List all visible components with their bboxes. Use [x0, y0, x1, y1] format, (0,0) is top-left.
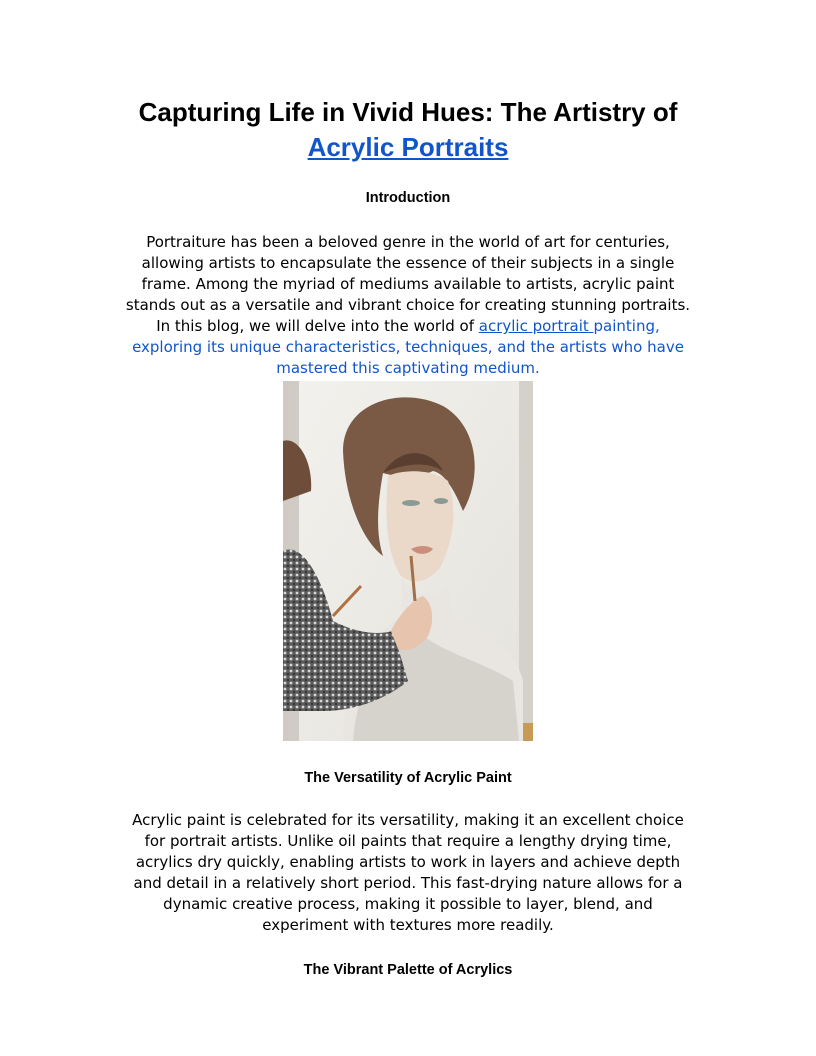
paragraph-line: acrylics dry quickly, enabling artists to work in layers and achieve depth: [135, 853, 681, 871]
paragraph-line-blue: exploring its unique characteristics, techniques, and the artists who have: [132, 338, 684, 356]
paragraph-line: stands out as a versatile and vibrant choice for creating stunning portraits.: [125, 296, 691, 314]
line-text: In this blog, we will delve into the world of: [156, 317, 479, 335]
page-title: [90, 95, 726, 165]
paragraph-line: [100, 316, 716, 337]
paragraph-line: dynamic creative process, making it possible to layer, blend, and: [163, 895, 653, 913]
paragraph-line: Acrylic paint is celebrated for its versatility, making it an excellent choice: [132, 811, 684, 829]
paragraph-line: allowing artists to encapsulate the essence of their subjects in a single: [141, 254, 675, 272]
versatility-paragraph: [100, 810, 716, 936]
portrait-painting-image: [283, 381, 533, 741]
title-link[interactable]: Acrylic Portraits: [307, 132, 509, 162]
paragraph-line: Portraiture has been a beloved genre in the world of art for centuries,: [146, 233, 670, 251]
title-text: Capturing Life in Vivid Hues: The Artistry of: [138, 97, 678, 127]
paragraph-line: and detail in a relatively short period. This fast-drying nature allows for a: [133, 874, 683, 892]
section-heading-versatility: The Versatility of Acrylic Paint: [304, 770, 512, 786]
section-heading-introduction: Introduction: [365, 190, 451, 206]
paragraph-line: experiment with textures more readily.: [262, 916, 554, 934]
section-heading-palette: The Vibrant Palette of Acrylics: [303, 962, 513, 978]
paragraph-line: frame. Among the myriad of mediums available to artists, acrylic paint: [141, 275, 675, 293]
paragraph-line: for portrait artists. Unlike oil paints that require a lengthy drying time,: [144, 832, 672, 850]
paragraph-line-blue: mastered this captivating medium.: [276, 359, 540, 377]
acrylic-portrait-link[interactable]: acrylic portrait: [478, 317, 594, 335]
line-text-blue: painting,: [593, 317, 660, 335]
introduction-paragraph: [100, 232, 716, 379]
